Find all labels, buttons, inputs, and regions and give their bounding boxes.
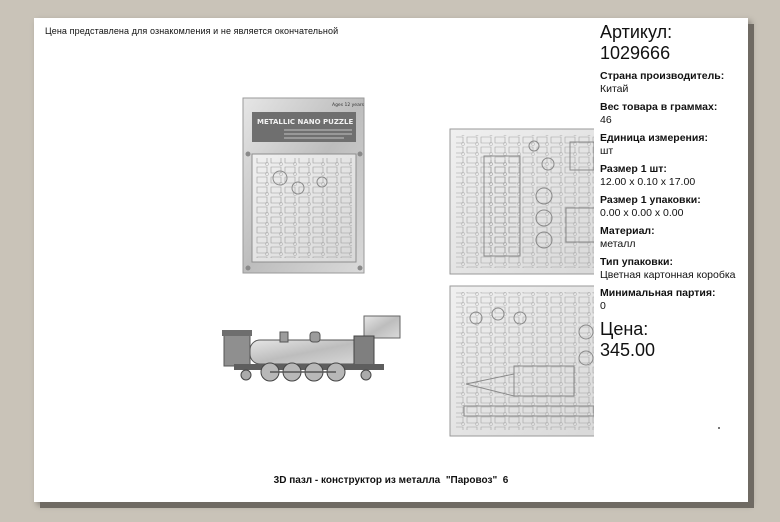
min-order-label: Минимальная партия: (600, 287, 716, 299)
package-size-label: Размер 1 упаковки: (600, 194, 701, 206)
article-number: 1029666 (600, 43, 671, 63)
weight-value: 46 (600, 114, 612, 126)
package-age: Ages 12 years (332, 103, 365, 108)
package-brand: METALLIC NANO PUZZLE (257, 118, 354, 126)
price-value: 345.00 (600, 340, 656, 360)
marker-dot (718, 427, 720, 429)
unit-label: Единица измерения: (600, 132, 708, 144)
country-value: Китай (600, 83, 629, 95)
locomotive-image (222, 316, 400, 381)
min-order-value: 0 (600, 300, 606, 312)
product-title-name: 3D пазл - конструктор из металла (273, 475, 441, 486)
article-label: Артикул: (600, 22, 673, 42)
product-title-quote: "Паровоз" (445, 475, 498, 486)
price-label: Цена: (600, 319, 649, 339)
material-value: металл (600, 238, 636, 250)
country-label: Страна производитель: (600, 70, 725, 82)
metal-sheet-2 (450, 286, 594, 436)
product-title-number: 6 (502, 475, 509, 486)
package-type-label: Тип упаковки: (600, 256, 673, 268)
item-size-label: Размер 1 шт: (600, 163, 667, 175)
product-sheet (34, 18, 748, 502)
weight-label: Вес товара в граммах: (600, 101, 718, 113)
product-photo (214, 96, 594, 441)
material-label: Материал: (600, 225, 655, 237)
package-image (243, 98, 365, 273)
item-size-value: 12.00 x 0.10 x 17.00 (600, 176, 696, 188)
price-disclaimer: Цена представлена для ознакомления и не является окончательной (45, 26, 339, 36)
product-info-panel (600, 18, 750, 361)
package-type-value: Цветная картонная коробка (600, 269, 736, 281)
package-size-value: 0.00 x 0.00 x 0.00 (600, 207, 684, 219)
product-title (34, 475, 748, 486)
unit-value: шт (600, 145, 614, 157)
metal-sheet-1 (450, 129, 594, 274)
